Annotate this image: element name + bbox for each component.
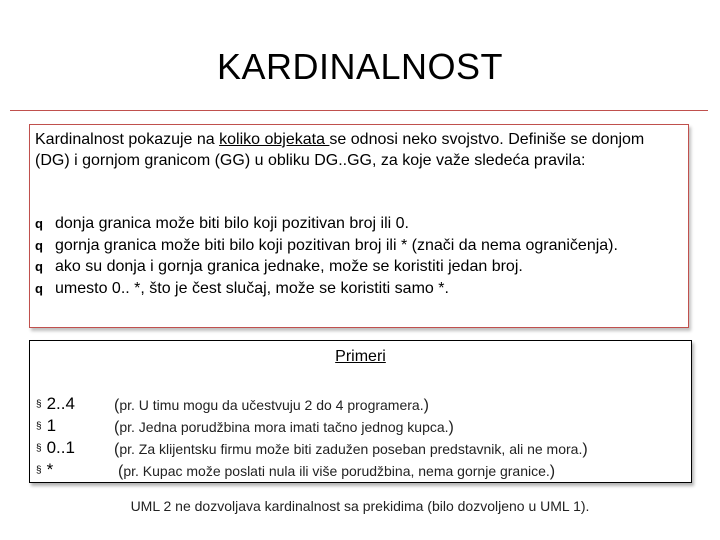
section-bullet-icon: § [36, 465, 42, 476]
checkbox-bullet-icon: q [35, 237, 43, 253]
rule-text: gornja granica može biti bilo koji pozitivan broj ili * (znači da nema ograničenja). [55, 236, 618, 254]
slide-title: KARDINALNOST [216, 46, 504, 87]
rule-item [35, 235, 683, 257]
footer-note: UML 2 ne dozvoljava kardinalnost sa prekidima (bilo dozvoljeno u UML 1). [130, 498, 590, 514]
section-bullet-icon: § [36, 421, 42, 432]
example-row [36, 415, 686, 437]
example-value [36, 415, 56, 438]
rule-text: umesto 0.. *, što je čest slučaj, može se koristiti samo *. [55, 279, 449, 297]
checkbox-bullet-icon: q [35, 280, 43, 296]
example-row [36, 459, 686, 481]
examples-box [29, 340, 692, 483]
definition-box [29, 124, 689, 328]
example-value-text: 0..1 [46, 438, 75, 457]
example-value-text: * [46, 460, 54, 479]
definition-text [35, 129, 683, 171]
rule-item [35, 256, 683, 278]
example-value [36, 393, 75, 416]
example-note: (pr. Jedna porudžbina mora imati tačno jednog kupca.) [114, 419, 454, 436]
section-bullet-icon: § [36, 443, 42, 454]
section-bullet-icon: § [36, 399, 42, 410]
rule-text: donja granica može biti bilo koji pozitivan broj ili 0. [55, 215, 409, 232]
example-note-text: pr. U timu mogu da učestvuju 2 do 4 programera. [119, 397, 424, 413]
rule-item [35, 278, 683, 300]
example-note-text: pr. Kupac može poslati nula ili više porudžbina, nema gornje granice. [123, 463, 550, 479]
example-row [36, 437, 686, 459]
example-value-text: 2..4 [46, 394, 75, 413]
checkbox-bullet-icon: q [35, 216, 43, 231]
rules-list [35, 213, 683, 299]
example-note-text: pr. Za klijentsku firmu može biti zadužen poseban predstavnik, ali ne mora. [119, 441, 583, 457]
example-note: (pr. U timu mogu da učestvuju 2 do 4 programera.) [114, 397, 429, 414]
example-row [36, 393, 686, 415]
intro-underlined: koliko objekata [219, 131, 330, 148]
checkbox-bullet-icon: q [35, 259, 43, 274]
examples-heading: Primeri [335, 348, 386, 365]
intro-part2: se odnosi neko svojstvo. Definiše se donjom (DG) i gornjom granicom (GG) u obliku DG..GG, za koje važe sledeća pravila: [35, 131, 645, 169]
example-value-text: 1 [46, 416, 57, 435]
example-note-text: pr. Jedna porudžbina mora imati tačno jednog kupca. [119, 419, 449, 435]
example-note: (pr. Za klijentsku firmu može biti zadužen poseban predstavnik, ali ne mora.) [114, 441, 588, 458]
rule-item [35, 213, 683, 235]
title-divider [10, 110, 708, 111]
intro-part1: Kardinalnost pokazuje na [35, 131, 220, 148]
example-note: (pr. Kupac može poslati nula ili više porudžbina, nema gornje granice.) [118, 463, 556, 480]
example-value [36, 459, 53, 482]
example-value [36, 437, 75, 460]
rule-text: ako su donja i gornja granica jednake, može se koristiti jedan broj. [55, 258, 523, 275]
